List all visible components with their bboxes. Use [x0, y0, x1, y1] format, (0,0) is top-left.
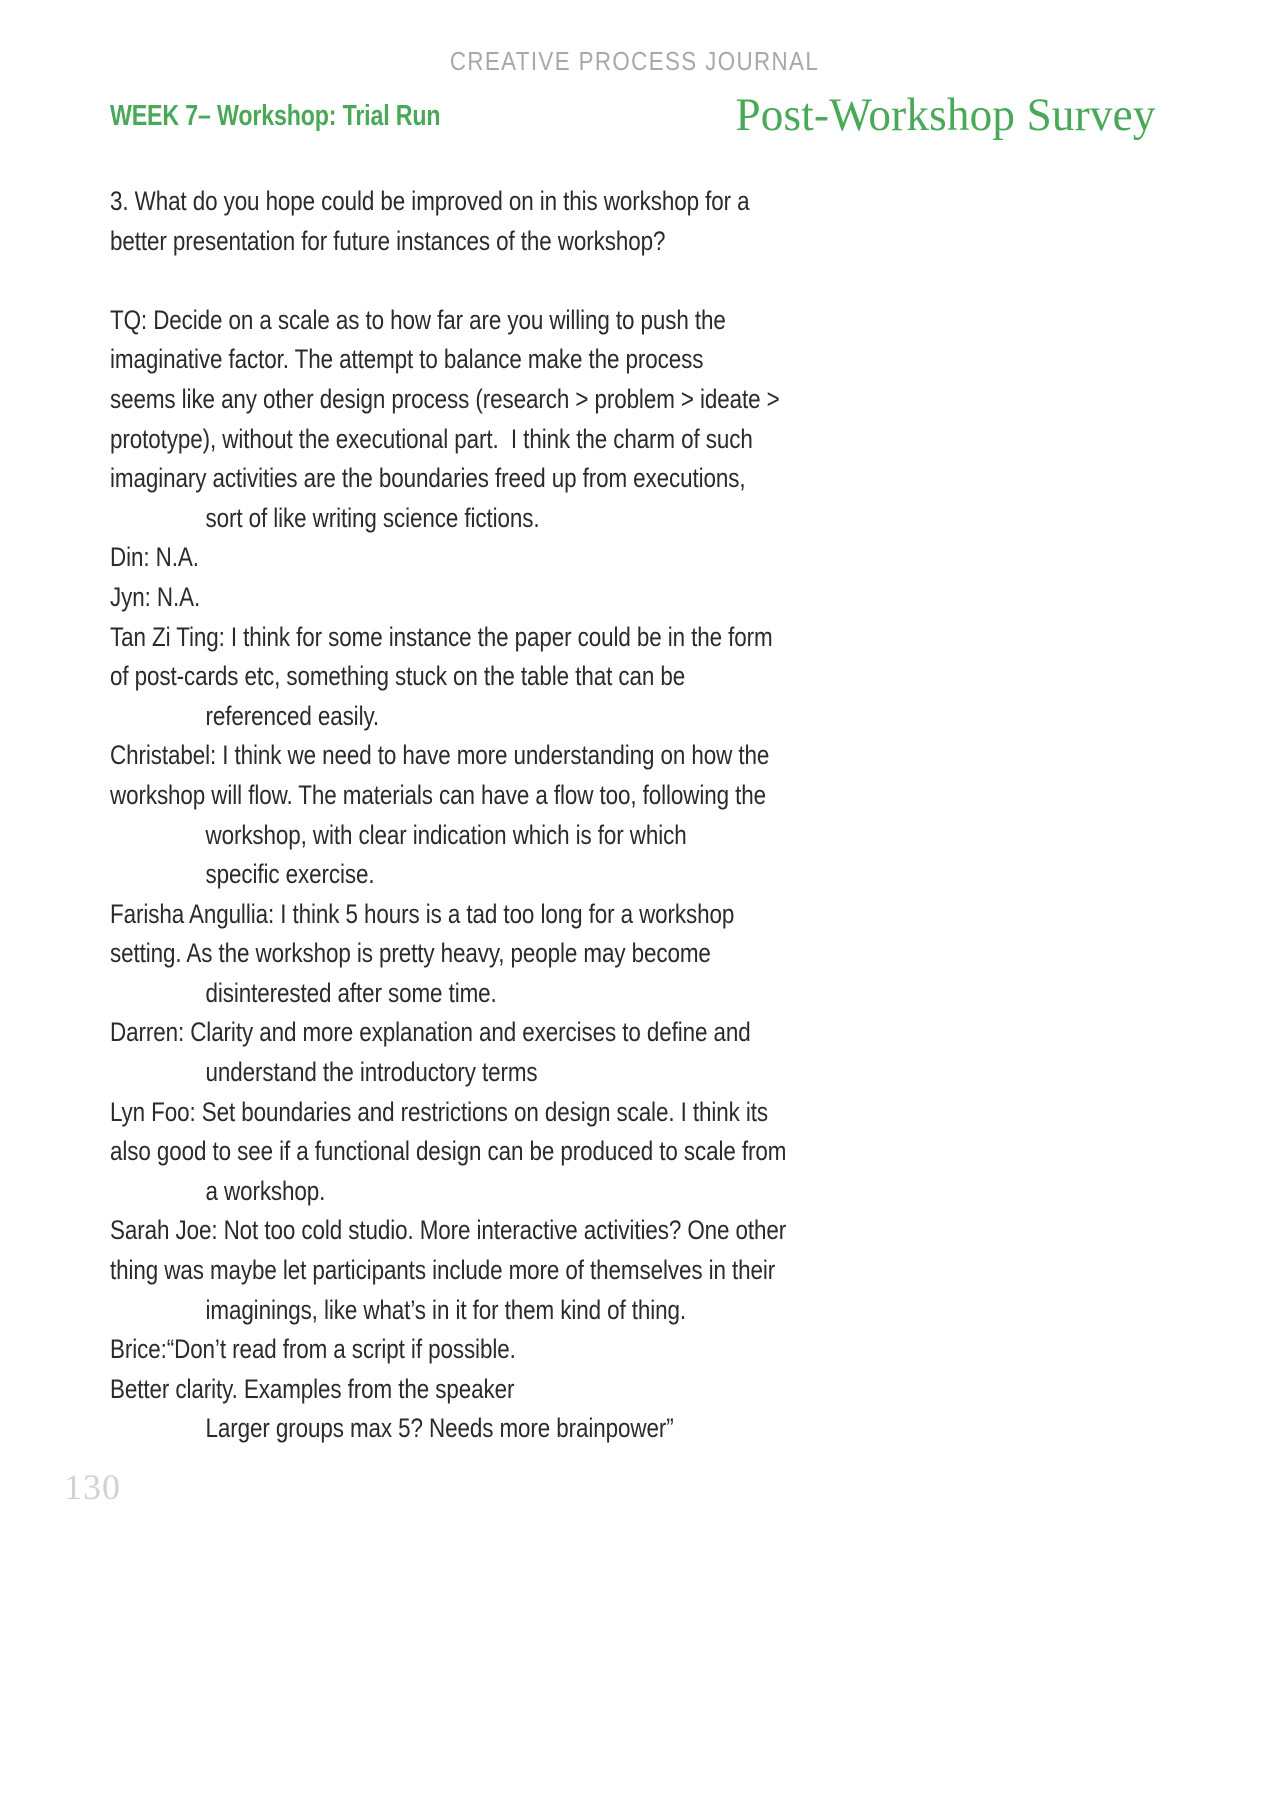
body-line: Tan Zi Ting: I think for some instance the paper could be in the form: [110, 621, 773, 652]
page-header: [0, 89, 1269, 156]
body-line: workshop, with clear indication which is for which: [205, 819, 687, 850]
body-line: understand the introductory terms: [205, 1057, 538, 1088]
body-line: workshop will flow. The materials can have a flow too, following the: [110, 779, 766, 810]
body-line: imaginative factor. The attempt to balance make the process: [110, 344, 704, 375]
survey-response-body: [110, 182, 990, 1449]
body-line: Sarah Joe: Not too cold studio. More interactive activities? One other: [110, 1215, 787, 1246]
body-line: sort of like writing science fictions.: [205, 502, 540, 533]
body-line: thing was maybe let participants include more of themselves in their: [110, 1255, 776, 1286]
running-head: CREATIVE PROCESS JOURNAL: [449, 46, 820, 76]
body-line: also good to see if a functional design can be produced to scale from: [110, 1136, 787, 1167]
body-line: better presentation for future instances of the workshop?: [110, 225, 666, 256]
body-line: prototype), without the executional part. I think the charm of such: [110, 423, 753, 454]
body-line: imaginary activities are the boundaries freed up from executions,: [110, 463, 746, 494]
body-line: seems like any other design process (research > problem > ideate >: [110, 383, 780, 414]
body-line: Lyn Foo: Set boundaries and restrictions on design scale. I think its: [110, 1096, 769, 1127]
body-line: Jyn: N.A.: [110, 581, 201, 612]
body-line: imaginings, like what’s in it for them kind of thing.: [205, 1294, 686, 1325]
body-line: of post-cards etc, something stuck on the table that can be: [110, 661, 686, 692]
body-line: Farisha Angullia: I think 5 hours is a tad too long for a workshop: [110, 898, 735, 929]
body-line: Din: N.A.: [110, 542, 199, 573]
body-line: Larger groups max 5? Needs more brainpower”: [205, 1413, 674, 1444]
week-title: WEEK 7– Workshop: Trial Run: [110, 100, 441, 132]
body-line: 3. What do you hope could be improved on in this workshop for a: [110, 186, 750, 216]
page-number: 130: [64, 1467, 121, 1507]
survey-title: Post-Workshop Survey: [735, 89, 1156, 141]
body-line: Brice:“Don’t read from a script if possible.: [110, 1334, 516, 1365]
body-line: Christabel: I think we need to have more understanding on how the: [110, 740, 770, 771]
body-line: a workshop.: [205, 1175, 326, 1206]
body-line: referenced easily.: [205, 700, 380, 731]
body-line: Darren: Clarity and more explanation and exercises to define and: [110, 1017, 751, 1048]
body-line: [110, 261, 854, 301]
body-line: disinterested after some time.: [205, 977, 497, 1008]
body-line: Better clarity. Examples from the speaker: [110, 1373, 515, 1404]
body-line: setting. As the workshop is pretty heavy, people may become: [110, 938, 711, 969]
body-line: specific exercise.: [205, 859, 375, 890]
body-line: TQ: Decide on a scale as to how far are you willing to push the: [110, 304, 726, 335]
